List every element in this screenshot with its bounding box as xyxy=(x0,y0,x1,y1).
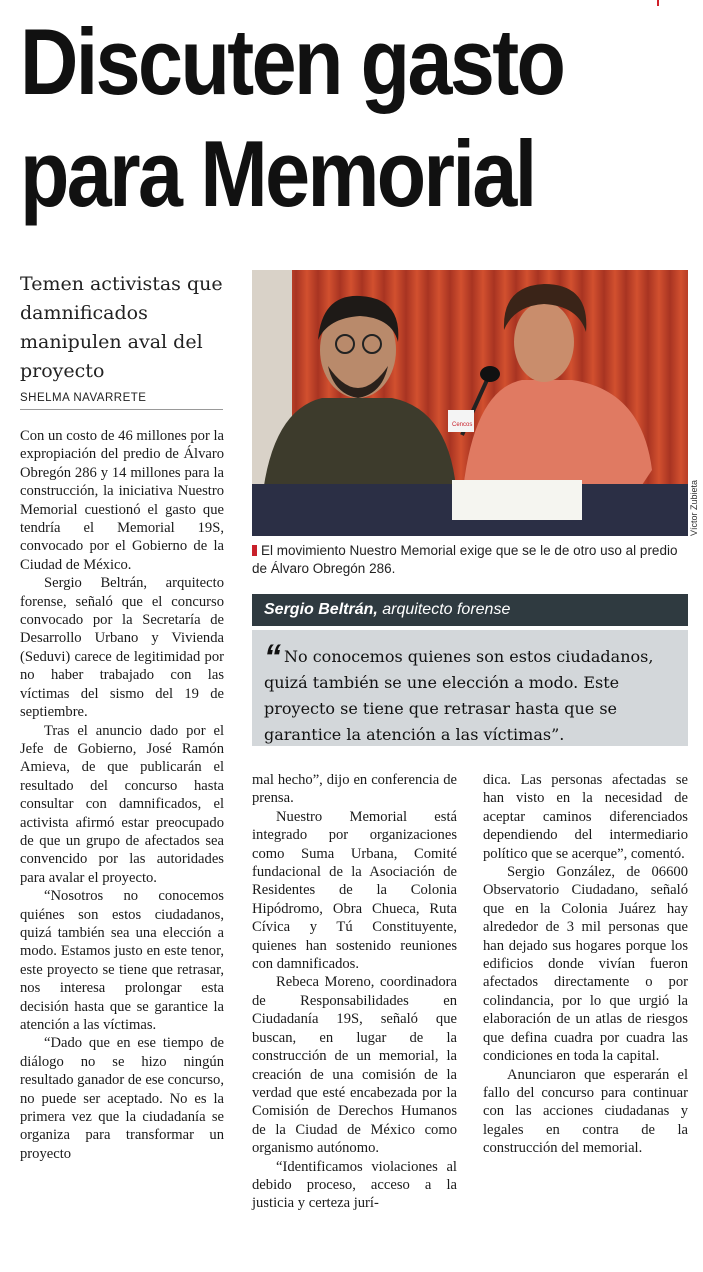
article-column-1 xyxy=(20,427,224,1163)
paragraph: Sergio González, de 06600 Observatorio Ciudadano, señaló que en la Colonia Juárez hay alrededor de 3 mil personas que han dejado sus hogares porque los edificios donde vivían fueron afectados directamente o por colindancia, por lo que urgió la elaboración de un atlas de riesgos que defina cuadra por cuadra las condiciones en toda la capital. xyxy=(483,864,688,1065)
mic-label: Cencos xyxy=(452,422,473,428)
paragraph: mal hecho”, dijo en conferencia de prensa. xyxy=(252,772,457,807)
photo-credit: Víctor Zubieta xyxy=(689,479,699,536)
paragraph: Nuestro Memorial está integrado por organizaciones como Suma Urbana, Comité fundacional de la Asociación de Residentes de la Colonia Hipódromo, Obra Chueca, Ruta Cívica y Tú Constituyente, quienes han sostenido reuniones con damnificados. xyxy=(252,808,457,973)
pullquote-name: Sergio Beltrán, xyxy=(264,601,378,618)
paragraph: “Nosotros no conocemos quiénes son estos ciudadanos, quizá también sea una elección a modo. Estamos justo en este tenor, este proyecto se tiene que retrasar, nos interesa prolongar esta decisión hasta que se garantice la atención a las víctimas. xyxy=(20,888,224,1033)
quote-mark: “ xyxy=(264,638,278,676)
pullquote-role: arquitecto forense xyxy=(382,601,511,618)
paragraph: “Identificamos violaciones al debido proceso, acceso a la justicia y certeza jurí- xyxy=(252,1158,457,1212)
paragraph: Rebeca Moreno, coordinadora de Responsabilidades en Ciudadanía 19S, señaló que buscan, en lugar de la construcción de un memorial, la creación de una comisión de la verdad que esté encabezada por la Comisión de Derechos Humanos de la Ciudad de México como organismo autónomo. xyxy=(252,974,457,1157)
paragraph: Tras el anuncio dado por el Jefe de Gobierno, José Ramón Amieva, de que publicarán el resultado del concurso hasta consultar con damnificados, el activista afirmó estar preocupado de que un grupo de afectados sea convencido por las autoridades para avalar el proyecto. xyxy=(20,722,224,886)
headline-line-2: para Memorial xyxy=(20,121,535,226)
byline: SHELMA NAVARRETE xyxy=(20,392,223,410)
caption-text: El movimiento Nuestro Memorial exige que se le de otro uso al predio de Álvaro Obregón 286. xyxy=(252,543,678,576)
photo-illustration xyxy=(252,270,688,536)
article-column-2 xyxy=(252,771,457,1213)
photo-caption xyxy=(252,542,692,578)
paragraph: dica. Las personas afectadas se han visto en la necesidad de aceptar caminos diferenciados dependiendo del intermediario político que se acerque”, comentó. xyxy=(483,772,688,862)
headline-line-1: Discuten gasto xyxy=(20,9,564,114)
red-edge-mark xyxy=(657,0,659,6)
article-column-3 xyxy=(483,771,688,1158)
paragraph: Sergio Beltrán, arquitecto forense, señaló que el concurso convocado por la Secretaría de Desarrollo Urbano y Vivienda (Seduvi) carece de legitimidad por no haber trabajado con las víctimas del sismo del 19 de septiembre. xyxy=(20,575,224,721)
press-conference-photo xyxy=(252,270,688,536)
pullquote-box xyxy=(252,630,688,746)
paragraph: Con un costo de 46 millones por la expropiación del predio de Álvaro Obregón 286 y 14 millones para la construcción, la iniciativa Nuestro Memorial cuestionó el gasto que tendría el Memorial 19S, convocado por el Gobierno de la Ciudad de México. xyxy=(20,428,224,573)
pullquote-attribution xyxy=(252,594,688,626)
pullquote-text: No conocemos quienes son estos ciudadanos, quizá también se une elección a modo. Este proyecto se tiene que retrasar hasta que se garantice la atención a las víctimas”. xyxy=(264,647,654,744)
headline xyxy=(20,6,596,230)
paragraph: Anunciaron que esperarán el fallo del concurso para continuar con las acciones ciudadanas y legales en contra de la construcción del memorial. xyxy=(483,1066,688,1157)
paragraph: “Dado que en ese tiempo de diálogo no se hizo ningún resultado ganador de ese concurso, no puede ser aceptado. No es la primera vez que la ciudadanía se organiza para transformar un proyecto xyxy=(20,1035,224,1162)
caption-marker xyxy=(252,545,257,556)
subheadline: Temen activistas que damnificados manipulen aval del proyecto xyxy=(20,273,223,382)
